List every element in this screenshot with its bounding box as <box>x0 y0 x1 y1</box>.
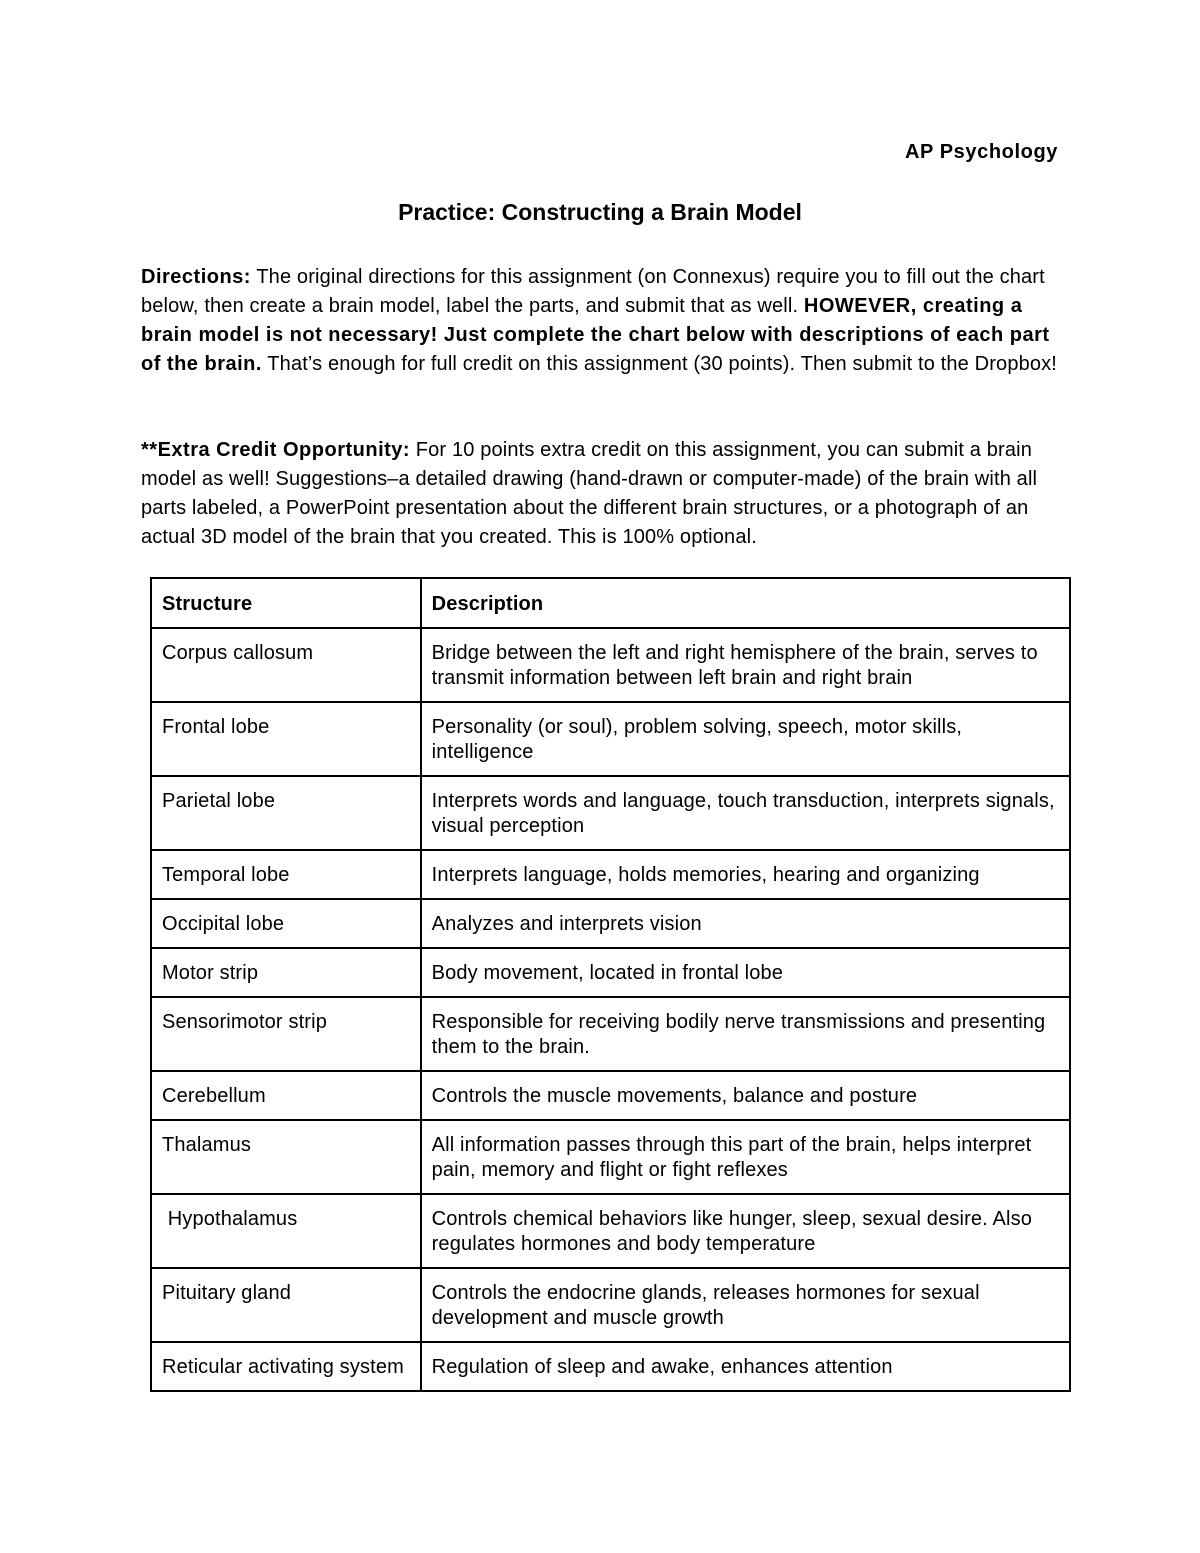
table-row <box>151 997 1070 1071</box>
description-cell: Controls the endocrine glands, releases hormones for sexual development and muscle growth <box>421 1268 1070 1342</box>
directions-paragraph <box>141 263 1066 379</box>
directions-text-1: The original directions for this assignment (on Connexus) require you to fill out the chart below, then create a brain model, label the parts, and submit that as well. <box>141 266 1045 317</box>
description-cell: Body movement, located in frontal lobe <box>421 948 1070 997</box>
structure-cell: Motor strip <box>151 948 421 997</box>
structure-cell: Sensorimotor strip <box>151 997 421 1071</box>
brain-structure-table <box>150 577 1071 1392</box>
course-name: AP Psychology <box>904 141 1058 163</box>
table-row <box>151 1268 1070 1342</box>
page-title: Practice: Constructing a Brain Model <box>398 199 802 225</box>
description-cell: Personality (or soul), problem solving, speech, motor skills, intelligence <box>421 702 1070 776</box>
structure-cell: Corpus callosum <box>151 628 421 702</box>
table-row <box>151 628 1070 702</box>
structure-cell: Frontal lobe <box>151 702 421 776</box>
description-cell: All information passes through this part of the brain, helps interpret pain, memory and flight or fight reflexes <box>421 1120 1070 1194</box>
structure-cell: Temporal lobe <box>151 850 421 899</box>
description-cell: Responsible for receiving bodily nerve transmissions and presenting them to the brain. <box>421 997 1070 1071</box>
extra-credit-label: **Extra Credit Opportunity: <box>141 439 411 461</box>
directions-text-2: That’s enough for full credit on this assignment (30 points). Then submit to the Dropbox! <box>261 353 1057 375</box>
extra-credit-text: For 10 points extra credit on this assignment, you can submit a brain model as well! Suggestions–a detailed drawing (hand-drawn or computer-made) of the brain with all parts labeled, a PowerPoint presentation about the different brain structures, or a photograph of an actual 3D model of the brain that you created. This is 100% optional. <box>141 439 1038 548</box>
description-cell: Bridge between the left and right hemisphere of the brain, serves to transmit information between left brain and right brain <box>421 628 1070 702</box>
table-row <box>151 1071 1070 1120</box>
directions-label: Directions: <box>141 266 251 288</box>
description-cell: Interprets words and language, touch transduction, interprets signals, visual perception <box>421 776 1070 850</box>
table-row <box>151 1342 1070 1391</box>
column-header-structure: Structure <box>151 578 421 628</box>
description-cell: Regulation of sleep and awake, enhances attention <box>421 1342 1070 1391</box>
table-row <box>151 1120 1070 1194</box>
extra-credit-paragraph <box>141 436 1066 552</box>
structure-cell: Occipital lobe <box>151 899 421 948</box>
structure-cell: Cerebellum <box>151 1071 421 1120</box>
table-row <box>151 1194 1070 1268</box>
directions-emphasis: HOWEVER, creating a brain model is not necessary! Just complete the chart below with descriptions of each part of the brain. <box>141 295 1050 375</box>
table-row <box>151 899 1070 948</box>
description-cell: Analyzes and interprets vision <box>421 899 1070 948</box>
description-cell: Interprets language, holds memories, hearing and organizing <box>421 850 1070 899</box>
table-row <box>151 702 1070 776</box>
structure-cell: Pituitary gland <box>151 1268 421 1342</box>
description-cell: Controls chemical behaviors like hunger, sleep, sexual desire. Also regulates hormones and body temperature <box>421 1194 1070 1268</box>
table-row <box>151 850 1070 899</box>
structure-cell: Parietal lobe <box>151 776 421 850</box>
structure-cell: Thalamus <box>151 1120 421 1194</box>
description-cell: Controls the muscle movements, balance and posture <box>421 1071 1070 1120</box>
column-header-description: Description <box>421 578 1070 628</box>
table-row <box>151 776 1070 850</box>
structure-cell: Reticular activating system <box>151 1342 421 1391</box>
table-row <box>151 948 1070 997</box>
table-header-row <box>151 578 1070 628</box>
structure-cell: Hypothalamus <box>151 1194 421 1268</box>
